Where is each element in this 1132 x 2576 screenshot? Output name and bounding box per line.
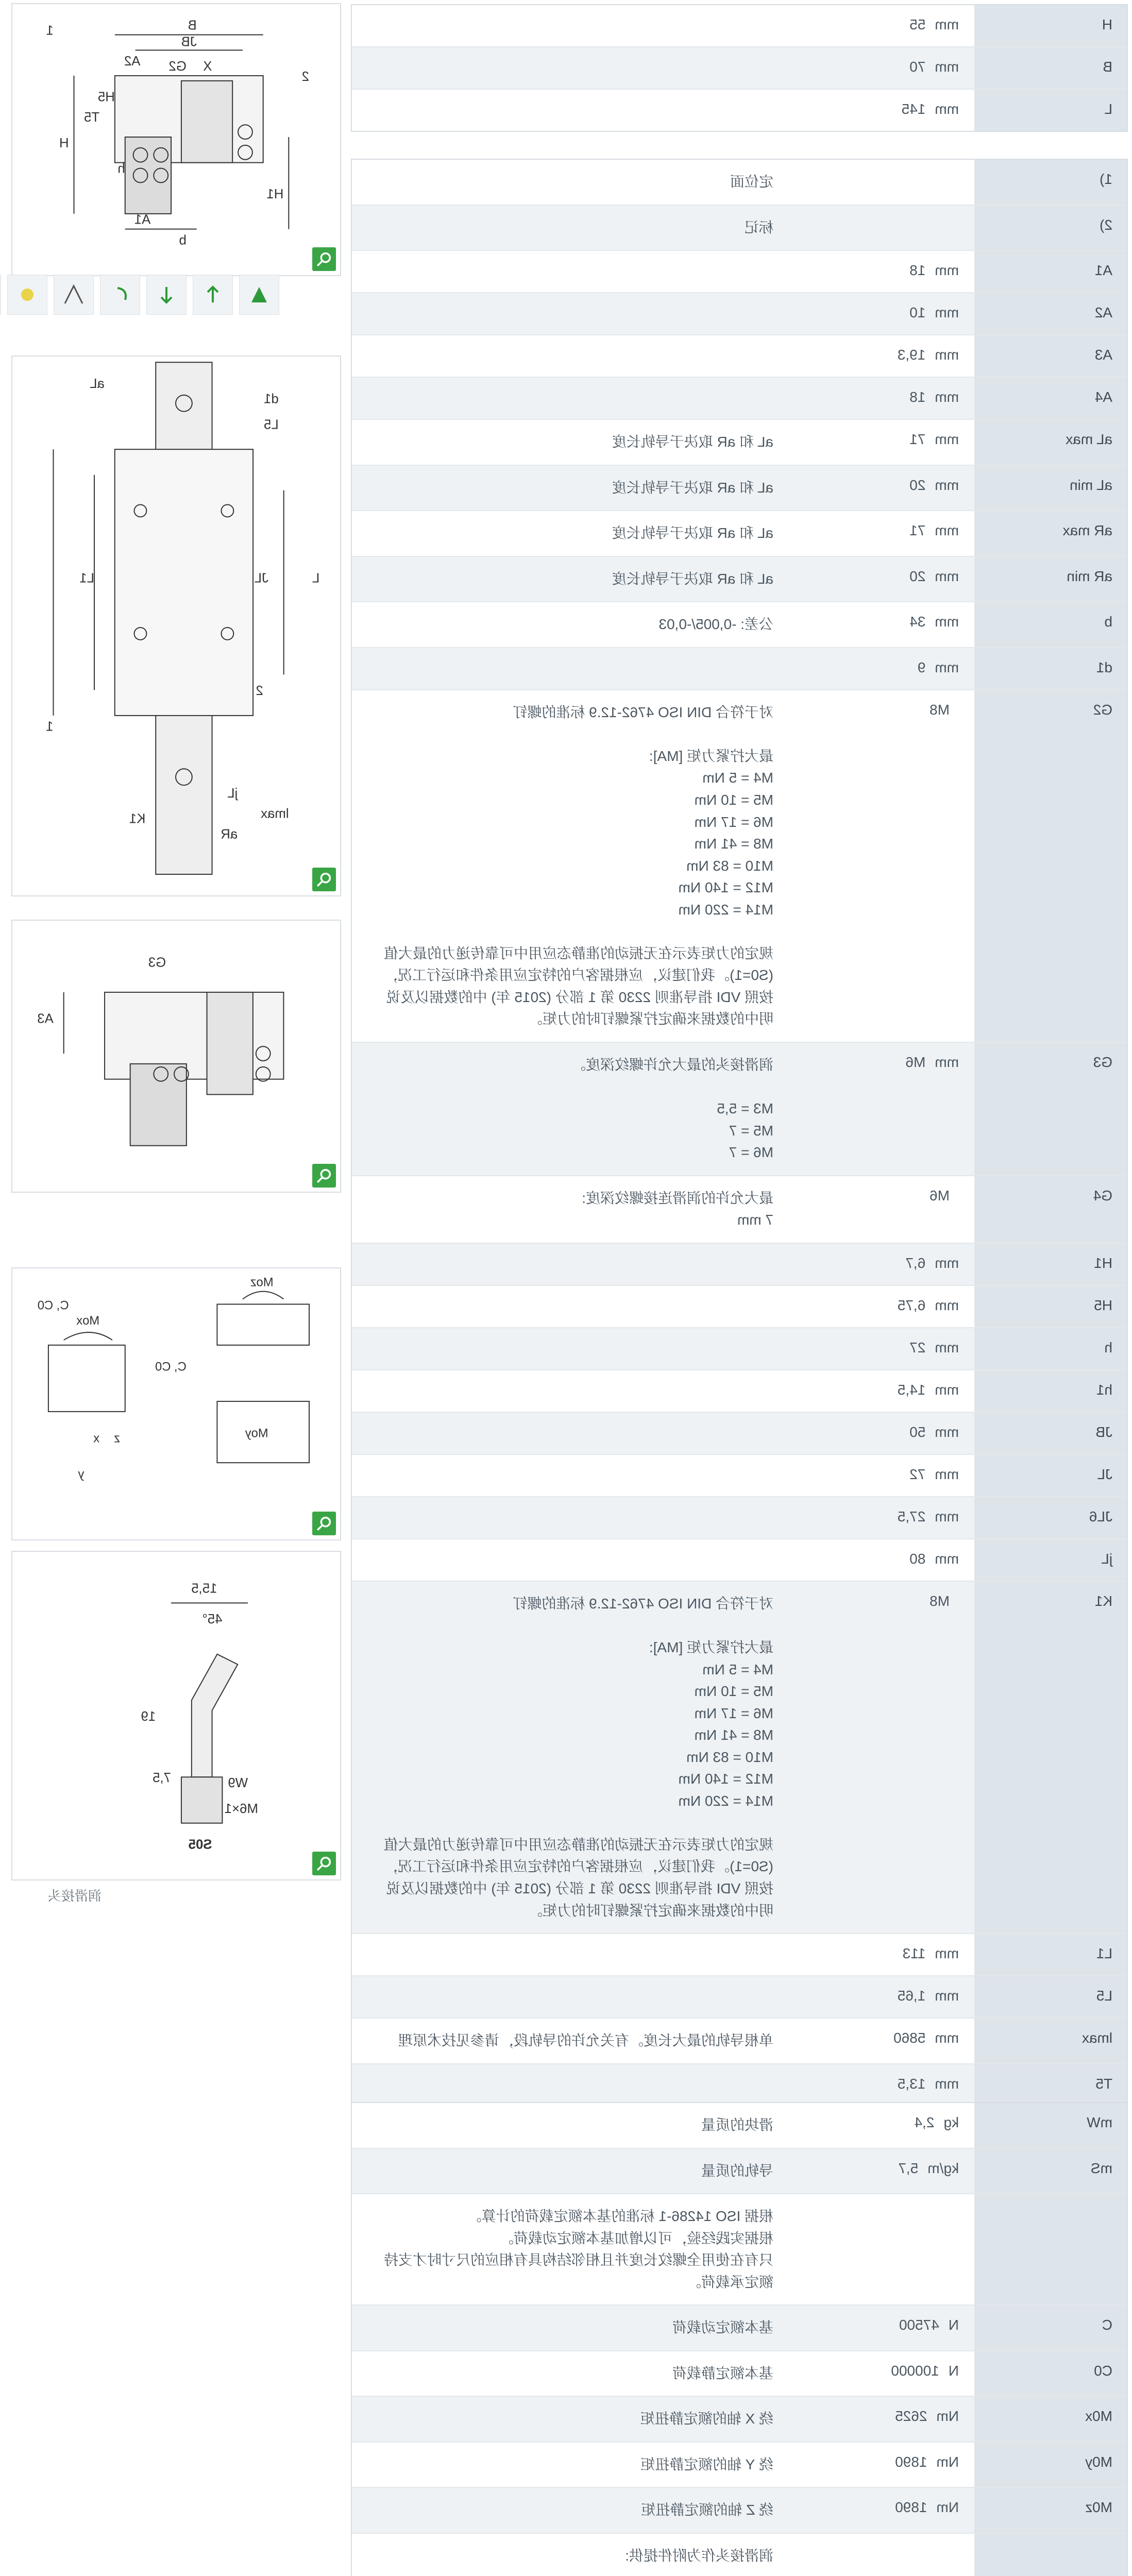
symbol-cell: aL min	[974, 466, 1127, 511]
value: 6,75	[897, 1297, 926, 1313]
label: G2	[168, 59, 187, 74]
symbol-cell: aL max	[974, 420, 1127, 465]
description-cell: 对于符合 DIN ISO 4762-12.9 标准的螺钉 最大拧紧力矩 [MA]: M4 = 5 Nm M5 = 10 Nm M6 = 17 Nm M8 = 41 Nm M10 = 83 Nm M12 = 140 Nm M14 = 220 Nm 规定的力矩表示在无振动的准静态应用中可靠传递力的最大值 (S0=1)。我们建议，应根据客户的特定应用条件和运行工况，按照 VDI 指导准则 2230 第 1 部分 (2015 年) 中的数据以及说明中的数据来确定拧紧螺钉时的力矩。	[383, 704, 773, 1027]
label: d1	[264, 392, 279, 406]
symbol-cell: JB	[974, 1413, 1127, 1454]
table-row	[352, 510, 1127, 556]
zoom-icon[interactable]	[312, 1852, 336, 1875]
label: 15,5	[191, 1581, 217, 1596]
value-cell	[789, 2443, 974, 2487]
table-row	[352, 1243, 1127, 1285]
table-row	[352, 1042, 1127, 1175]
unit: mm	[935, 1423, 959, 1440]
label: Mox	[76, 1314, 100, 1328]
symbol-cell: A1	[974, 251, 1127, 292]
description-cell	[352, 648, 789, 689]
symbol-cell: B	[974, 47, 1127, 89]
value-cell	[789, 378, 974, 419]
label: G3	[148, 955, 166, 970]
table-row	[352, 1581, 1127, 1933]
label: Moy	[245, 1426, 268, 1440]
label: X	[203, 59, 212, 74]
symbol-cell: h	[974, 1328, 1127, 1369]
lubrication-icon	[0, 275, 1, 315]
symbol-cell: A2	[974, 293, 1127, 334]
value: 13,5	[897, 2075, 926, 2092]
table-row	[352, 2396, 1127, 2442]
table-row	[352, 2487, 1127, 2533]
description-cell	[352, 1328, 789, 1369]
description-cell	[352, 1244, 789, 1285]
value-cell	[789, 2194, 974, 2304]
value-cell	[789, 1328, 974, 1369]
table-row	[352, 2018, 1127, 2063]
description-cell: 润滑接头作为附件提供:	[625, 2548, 773, 2564]
label: b	[179, 233, 187, 248]
description-cell: 公差: -0,005/-0,03	[658, 616, 773, 633]
description-cell	[352, 1976, 789, 2018]
table-row	[352, 1175, 1127, 1243]
value-cell	[789, 90, 974, 131]
description-cell: 基本额定静载荷	[672, 2365, 773, 2381]
label: jL	[227, 786, 238, 801]
label: JL	[254, 571, 268, 586]
unit: mm	[935, 522, 959, 539]
symbol-cell: H5	[974, 1286, 1127, 1327]
symbol-cell: M0z	[974, 2488, 1127, 2533]
unit: mm	[935, 304, 959, 321]
unit: mm	[935, 262, 959, 279]
table-row	[352, 46, 1127, 89]
value-cell	[789, 2064, 974, 2106]
value-cell	[789, 5, 974, 46]
table-row	[352, 647, 1127, 689]
unit: mm	[935, 2030, 959, 2046]
value-cell	[789, 1976, 974, 2018]
table-row	[352, 2103, 1127, 2148]
value: 27,5	[897, 1508, 926, 1524]
label: 7,5	[153, 1771, 172, 1786]
symbol-cell: G3	[974, 1043, 1127, 1175]
symbol-cell: mW	[974, 2103, 1127, 2148]
label: H5	[97, 90, 115, 105]
value: 2625	[895, 2408, 927, 2425]
empty-cell	[352, 5, 789, 46]
value: M8	[930, 701, 950, 718]
value-cell	[789, 1176, 974, 1243]
description-cell: 绕 X 轴的额定静扭矩	[352, 2397, 789, 2442]
table-row	[352, 2442, 1127, 2487]
table-row	[352, 1538, 1127, 1581]
unit: Nm	[936, 2499, 959, 2516]
value: 18	[909, 262, 926, 279]
description-cell	[352, 335, 789, 377]
value-cell	[789, 2306, 974, 2350]
callout: 1	[46, 23, 54, 38]
value-cell	[789, 47, 974, 89]
value: 71	[909, 431, 926, 448]
label: x	[93, 1431, 100, 1446]
label: H	[59, 135, 69, 150]
unit: mm	[935, 1988, 959, 2004]
callout: 1	[46, 719, 54, 734]
value: 113	[902, 1945, 926, 1962]
unit: mm	[935, 568, 959, 584]
value-cell	[789, 2397, 974, 2442]
table-row	[352, 1496, 1127, 1538]
value-cell	[789, 466, 974, 511]
value: 19,3	[897, 347, 926, 363]
value-cell	[789, 251, 974, 292]
value-cell	[789, 1244, 974, 1285]
table-row	[352, 1454, 1127, 1496]
value: 1,65	[897, 1988, 926, 2004]
unit: mm	[935, 477, 959, 493]
description-cell: 导轨的质量	[352, 2149, 789, 2194]
value: 6,7	[905, 1255, 926, 1271]
description-cell: 绕 Z 轴的额定静扭矩	[352, 2488, 789, 2533]
description-cell: 对于符合 DIN ISO 4762-12.9 标准的螺钉 最大拧紧力矩 [MA]: M4 = 5 Nm M5 = 10 Nm M6 = 17 Nm M8 = 41 Nm M10 = 83 Nm M12 = 140 Nm M14 = 220 Nm 规定的力矩表示在无振动的准静态应用中可靠传递力的最大值 (S0=1)。我们建议，应根据客户的特定应用条件和运行工况，按照 VDI 指导准则 2230 第 1 部分 (2015 年) 中的数据以及说明中的数据来确定拧紧螺钉时的力矩。	[352, 1582, 789, 1933]
symbol-cell: C0	[974, 2351, 1127, 2396]
value-cell	[789, 2534, 974, 2576]
label: 45°	[202, 1612, 223, 1627]
description-cell: 根据 ISO 14286-1 标准的基本额定载荷的计算。 根据实践经验，可以增加基本额定动载荷。 只有在使用全螺纹长度并且相邻结构具有相应的尺寸时才支持额定承载荷。	[383, 2208, 773, 2290]
table-row	[352, 377, 1127, 419]
value: 70	[909, 59, 926, 75]
value: 145	[901, 101, 926, 117]
label: T5	[84, 110, 100, 125]
symbol-cell: L1	[974, 1934, 1127, 1975]
label: A1	[134, 212, 151, 227]
unit: mm	[935, 614, 959, 630]
value-cell	[789, 1455, 974, 1496]
symbol-cell: JL6	[974, 1497, 1127, 1538]
description-cell	[352, 293, 789, 334]
label: C, C0	[155, 1360, 187, 1374]
property-icons	[0, 275, 279, 315]
label: B	[188, 18, 197, 33]
zoom-icon[interactable]	[312, 868, 336, 891]
value-cell	[789, 2149, 974, 2194]
table-row	[352, 465, 1127, 511]
unit: mm	[935, 1339, 959, 1355]
mounting-icon	[239, 275, 279, 315]
empty-cell	[352, 47, 789, 89]
table-row	[352, 556, 1127, 602]
unit: mm	[935, 659, 959, 675]
table-row	[352, 1369, 1127, 1412]
label: K1	[129, 811, 146, 826]
callout: 2	[301, 69, 310, 84]
description-cell	[352, 1413, 789, 1454]
description-cell	[352, 378, 789, 419]
top-view-drawing[interactable]	[11, 355, 341, 896]
unit: mm	[935, 1381, 959, 1398]
table-row	[352, 89, 1127, 131]
description-cell	[352, 1455, 789, 1496]
label: H1	[266, 187, 284, 202]
table-row	[352, 2350, 1127, 2396]
unit: mm	[935, 2075, 959, 2092]
unit: mm	[935, 1297, 959, 1313]
label: aL	[90, 376, 105, 391]
empty-cell	[352, 90, 789, 131]
symbol-cell: h1	[974, 1370, 1127, 1412]
load-ratings-table	[351, 2102, 1128, 2576]
value-cell	[789, 1286, 974, 1327]
symbol-cell: d1	[974, 648, 1127, 689]
value: 1890	[895, 2499, 927, 2516]
unit: mm	[935, 16, 959, 32]
value-cell	[789, 2019, 974, 2063]
unit: mm	[935, 1550, 959, 1567]
lube-port-section-drawing[interactable]	[11, 920, 341, 1193]
value: 1890	[895, 2453, 927, 2470]
table-row	[352, 601, 1127, 647]
value: 55	[909, 16, 926, 32]
value-cell	[789, 420, 974, 465]
value-cell	[789, 1539, 974, 1581]
description-cell	[352, 1286, 789, 1327]
description-cell: 定位面	[730, 174, 773, 190]
drawing-caption: 润滑接头	[47, 1888, 102, 1904]
value-cell	[789, 511, 974, 556]
value: 34	[909, 614, 926, 630]
label: lmax	[261, 806, 289, 821]
value-cell	[789, 1043, 974, 1175]
label: C, C0	[37, 1298, 69, 1313]
table-row	[352, 1285, 1127, 1327]
value-cell	[789, 1582, 974, 1933]
symbol-cell: lmax	[974, 2019, 1127, 2063]
unit: mm	[935, 1945, 959, 1962]
value: 50	[909, 1423, 926, 1440]
unit: N	[948, 2362, 959, 2379]
symbol-cell: H1	[974, 1244, 1127, 1285]
value-cell	[789, 1370, 974, 1412]
label: JB	[181, 35, 197, 49]
value-cell	[789, 160, 974, 205]
value: 72	[909, 1466, 926, 1482]
triangle-icon	[54, 275, 94, 315]
lube-nipple-svg	[12, 1552, 340, 1879]
description-cell	[352, 1539, 789, 1581]
table-row	[352, 292, 1127, 334]
label: A3	[37, 1011, 54, 1026]
description-cell: 最大允许的润滑连接螺纹深度: 7 mm	[582, 1190, 773, 1228]
label: M6×1	[224, 1801, 258, 1816]
unit: mm	[935, 347, 959, 363]
zoom-icon[interactable]	[312, 1164, 336, 1188]
cross-section-svg	[12, 4, 340, 275]
unit: mm	[935, 431, 959, 448]
symbol-cell: G2	[974, 690, 1127, 1042]
symbol-cell: aR max	[974, 511, 1127, 556]
table-row	[352, 689, 1127, 1042]
unit: N	[948, 2317, 959, 2333]
value: M6	[905, 1054, 926, 1071]
symbol-cell: A4	[974, 378, 1127, 419]
table-row	[352, 160, 1127, 205]
table-row	[352, 205, 1127, 250]
table-row	[352, 2148, 1127, 2194]
unit: Nm	[936, 2453, 959, 2470]
cross-section-drawing[interactable]	[11, 3, 341, 276]
value-cell	[789, 1497, 974, 1538]
symbol-cell	[974, 2194, 1127, 2304]
value-cell	[789, 293, 974, 334]
zoom-icon[interactable]	[312, 1512, 336, 1535]
value-cell	[789, 648, 974, 689]
symbol-cell: 1)	[974, 160, 1127, 205]
load-directions-svg	[12, 1268, 340, 1539]
value-cell	[789, 602, 974, 647]
table-row	[352, 1975, 1127, 2018]
rotation-icon	[100, 275, 140, 315]
label: L1	[79, 571, 94, 586]
unit: kg	[943, 2114, 959, 2130]
symbol-cell: M0x	[974, 2397, 1127, 2442]
value-cell	[789, 1413, 974, 1454]
symbol-cell: L5	[974, 1976, 1127, 2018]
dimensions-table-detail	[351, 159, 1128, 2107]
symbol-cell: aR min	[974, 557, 1127, 602]
description-cell	[352, 251, 789, 292]
description-cell: 绕 Y 轴的额定静扭矩	[640, 2456, 773, 2472]
symbol-cell: b	[974, 602, 1127, 647]
value: 18	[909, 389, 926, 405]
table-row	[352, 250, 1127, 292]
description-cell: aL 和 aR 取决于导轨长度	[352, 557, 789, 602]
symbol-cell: K1	[974, 1582, 1127, 1933]
dimensions-table-main	[351, 4, 1128, 132]
unit: mm	[935, 101, 959, 117]
description-cell	[352, 1934, 789, 1975]
table-row	[352, 2063, 1127, 2106]
symbol-cell: L	[974, 90, 1127, 131]
symbol-cell: A3	[974, 335, 1127, 377]
description-cell	[352, 2064, 789, 2106]
table-row	[352, 419, 1127, 465]
description-cell: 单根导轨的最大长度。有关允许的导轨段，请参见技术原理	[398, 2032, 773, 2049]
value-cell	[789, 2103, 974, 2148]
value: 47500	[899, 2317, 939, 2333]
value: 71	[909, 522, 926, 539]
label: z	[113, 1431, 120, 1446]
load-down-icon	[146, 275, 187, 315]
label: L	[312, 571, 320, 586]
value: 10	[909, 304, 926, 321]
lube-port-svg	[12, 921, 340, 1192]
value: 20	[909, 477, 926, 493]
value-cell	[789, 2351, 974, 2396]
value: 100000	[891, 2362, 939, 2379]
value: 5860	[893, 2030, 926, 2046]
value: M8	[930, 1592, 950, 1609]
symbol-cell: M0y	[974, 2443, 1127, 2487]
value: 27	[909, 1339, 926, 1355]
label: W9	[228, 1776, 248, 1791]
zoom-icon[interactable]	[312, 247, 336, 271]
symbol-cell: 2)	[974, 206, 1127, 250]
value-cell	[789, 206, 974, 250]
label: Moz	[250, 1275, 274, 1290]
value: 80	[909, 1550, 926, 1567]
load-direction-icon	[193, 275, 233, 315]
unit: mm	[935, 1054, 959, 1071]
value: 20	[909, 568, 926, 584]
symbol-cell: G4	[974, 1176, 1127, 1243]
description-cell: 标记	[352, 206, 789, 250]
description-cell: 滑块的质量	[701, 2117, 773, 2133]
lube-nipple-drawing[interactable]	[11, 1551, 341, 1880]
label: y	[78, 1467, 85, 1481]
table-row	[352, 2304, 1127, 2350]
value: 5,7	[898, 2160, 919, 2176]
label: S05	[188, 1837, 212, 1852]
symbol-cell: C	[974, 2306, 1127, 2350]
description-cell: 润滑接头的最大允许螺纹深度。 M3 = 5,5 M5 = 7 M6 = 7	[352, 1043, 789, 1175]
label: aR	[221, 827, 238, 842]
description-cell: aL 和 aR 取决于导轨长度	[352, 466, 789, 511]
description-cell: aL 和 aR 取决于导轨长度	[612, 525, 773, 541]
value-cell	[789, 557, 974, 602]
table-row	[352, 1327, 1127, 1369]
unit: mm	[935, 1255, 959, 1271]
description-cell	[352, 1497, 789, 1538]
load-directions-drawing[interactable]	[11, 1267, 341, 1540]
label: L5	[264, 417, 279, 432]
symbol-cell: T5	[974, 2064, 1127, 2106]
temperature-icon	[7, 275, 47, 315]
label: A2	[124, 54, 141, 69]
unit: kg/m	[927, 2160, 959, 2176]
description-cell	[352, 1370, 789, 1412]
table-row	[352, 1412, 1127, 1454]
unit: mm	[935, 1508, 959, 1524]
symbol-cell: mS	[974, 2149, 1127, 2194]
table-row	[352, 5, 1127, 46]
unit: mm	[935, 59, 959, 75]
table-row	[352, 2533, 1127, 2576]
symbol-cell: H	[974, 5, 1127, 46]
unit: mm	[935, 389, 959, 405]
description-cell: 基本额定动载荷	[352, 2306, 789, 2350]
value-cell	[789, 2488, 974, 2533]
label: 19	[141, 1709, 156, 1724]
callout: 2	[256, 684, 263, 699]
unit: Nm	[936, 2408, 959, 2425]
value-cell	[789, 690, 974, 1042]
symbol-cell: jL	[974, 1539, 1127, 1581]
value: M6	[930, 1187, 950, 1204]
table-row	[352, 1933, 1127, 1975]
value: 2,4	[914, 2114, 935, 2130]
unit: mm	[935, 1466, 959, 1482]
table-row	[352, 334, 1127, 377]
symbol-cell	[974, 2534, 1127, 2576]
top-view-svg	[12, 357, 340, 895]
value-cell	[789, 335, 974, 377]
table-row	[352, 2193, 1127, 2304]
value-cell	[789, 1934, 974, 1975]
value: 14,5	[897, 1381, 926, 1398]
label: h	[117, 161, 125, 176]
description-cell: aL 和 aR 取决于导轨长度	[612, 434, 773, 450]
value: 9	[917, 659, 926, 675]
symbol-cell: JL	[974, 1455, 1127, 1496]
